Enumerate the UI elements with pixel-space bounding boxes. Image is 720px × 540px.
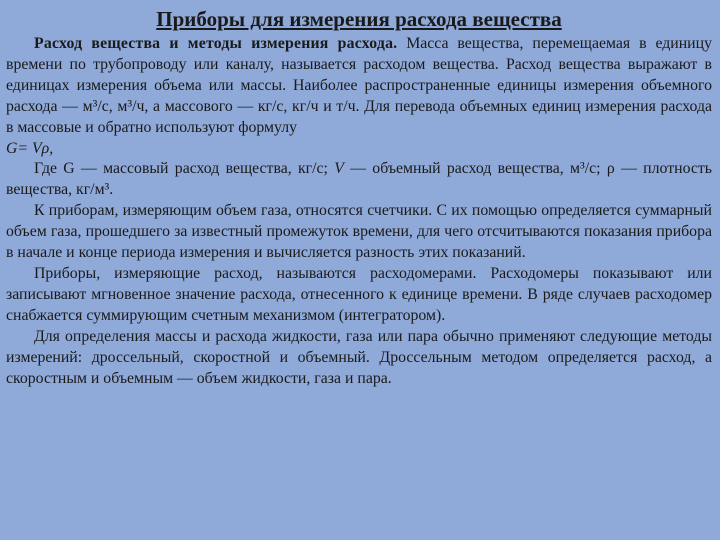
paragraph-counters: К приборам, измеряющим объем газа, относятся счетчики. С их помощью определяется суммарный объем газа, прошедшего за известный промежуток времени, для чего отсчитываются показания прибора в начале и конце периода измерения и вычисляется разность этих показаний.: [6, 202, 712, 262]
slide-title: Приборы для измерения расхода вещества: [156, 7, 562, 31]
legend-variable-v: V: [334, 160, 344, 178]
legend-part-2: — объемный расход вещества, м³/с; ρ — плотность вещества, кг/м³.: [6, 160, 712, 199]
paragraph-flowmeters: Приборы, измеряющие расход, называются расходомерами. Расходомеры показывают или записывают мгновенное значение расхода, отнесенного к единице времени. В ряде случаев расходомер снабжается суммирующим счетным механизмом (интегратором).: [6, 264, 712, 324]
slide-body: [6, 34, 712, 389]
definition-text: Масса вещества, перемещаемая в единицу времени по трубопроводу или каналу, называется расходом вещества. Расход вещества выражают в единицах измерения объема или массы. Наиболее распространенные единицы измерения объемного расхода — м³/с, м³/ч, а массового — кг/с, кг/ч и т/ч. Для перевода объемных единиц измерения расхода в массовые и обратно используют формулу: [6, 35, 712, 136]
paragraph-methods: Для определения массы и расхода жидкости, газа или пара обычно применяют следующие методы измерений: дроссельный, скоростной и объемный. Дроссельным методом определяется расход, а скоростным и объемным — объем жидкости, газа и пара.: [6, 327, 712, 387]
paragraph-definition: [6, 34, 712, 139]
paragraph-legend: [6, 159, 712, 201]
section-lead: Расход вещества и методы измерения расхода.: [34, 35, 398, 52]
formula: G= Vρ,: [6, 139, 54, 157]
legend-part-1: Где G — массовый расход вещества, кг/с;: [34, 160, 335, 178]
